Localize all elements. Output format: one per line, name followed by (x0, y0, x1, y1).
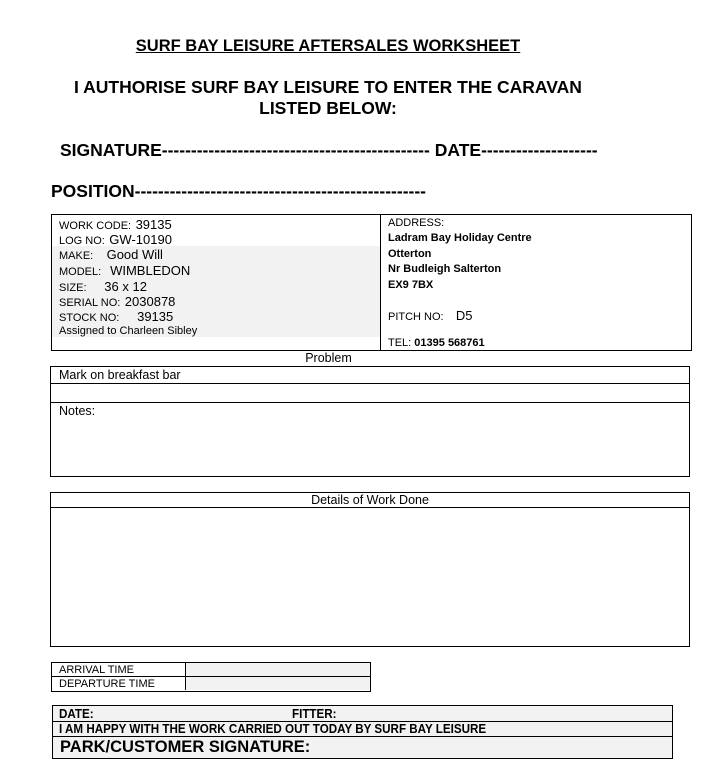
customer-signature-label: PARK/CUSTOMER SIGNATURE: (60, 738, 311, 756)
address-line-2: Otterton (388, 248, 432, 260)
position-dashes: -------------------------------------------------- (134, 181, 427, 201)
departure-time-field[interactable] (186, 677, 370, 690)
notes-field[interactable] (51, 403, 689, 476)
work-done-heading: Details of Work Done (51, 493, 689, 508)
assigned-to: Assigned to Charleen Sibley (59, 325, 198, 337)
stock-no-label: STOCK NO: (59, 312, 120, 324)
tel-value: 01395 568761 (414, 337, 485, 349)
problem-description-field[interactable] (51, 367, 689, 384)
signature-line[interactable] (60, 140, 598, 161)
make-value: Good Will (106, 247, 163, 262)
problem-box (50, 366, 690, 477)
date-dashes: -------------------- (481, 140, 598, 160)
address-label: ADDRESS: (388, 217, 445, 229)
serial-no-value: 2030878 (124, 294, 176, 309)
make-label: MAKE: (59, 250, 94, 262)
departure-time-label: DEPARTURE TIME (52, 677, 186, 690)
position-label: POSITION (51, 181, 135, 201)
log-no-value: GW-10190 (109, 232, 172, 247)
log-no-label: LOG NO: (59, 235, 105, 247)
serial-no-label: SERIAL NO: (59, 297, 121, 309)
authorisation-line-2: LISTED BELOW: (259, 98, 397, 118)
work-done-field[interactable] (51, 508, 689, 646)
notes-label: Notes: (59, 404, 96, 418)
fitter-label: FITTER: (292, 707, 337, 721)
departure-time-row (52, 677, 370, 690)
arrival-time-row (52, 663, 370, 677)
pitch-label: PITCH NO: (388, 311, 444, 323)
signature-label: SIGNATURE (60, 140, 162, 160)
work-code-value: 39135 (135, 217, 172, 232)
caravan-info-box (51, 214, 692, 351)
pitch-value: D5 (455, 308, 473, 323)
model-label: MODEL: (59, 266, 102, 278)
size-label: SIZE: (59, 282, 87, 294)
authorisation-statement (0, 77, 656, 119)
site-address (381, 215, 691, 350)
work-done-box (50, 492, 690, 647)
signoff-box (52, 705, 673, 759)
date-fitter-row[interactable] (53, 706, 672, 722)
arrival-time-label: ARRIVAL TIME (52, 663, 186, 676)
date-label: DATE (434, 140, 482, 160)
pitch-row (388, 308, 472, 323)
signature-dashes: ---------------------------------------------- (161, 140, 430, 160)
stock-no-value: 39135 (137, 309, 174, 324)
times-table (51, 662, 371, 692)
work-code-label: WORK CODE: (59, 220, 132, 232)
arrival-time-field[interactable] (186, 663, 370, 676)
caravan-details (52, 215, 381, 350)
address-line-1: Ladram Bay Holiday Centre (388, 232, 532, 244)
authorisation-line-1: I AUTHORISE SURF BAY LEISURE TO ENTER THE CARAVAN (74, 77, 582, 97)
tel-label: TEL: (388, 337, 412, 349)
signoff-date-label: DATE: (59, 707, 94, 721)
model-value: WIMBLEDON (110, 263, 191, 278)
satisfaction-statement: I AM HAPPY WITH THE WORK CARRIED OUT TODAY BY SURF BAY LEISURE (59, 722, 487, 736)
address-postcode: EX9 7BX (388, 279, 434, 291)
address-line-3: Nr Budleigh Salterton (388, 263, 502, 275)
size-value: 36 x 12 (104, 279, 147, 294)
problem-second-line-field[interactable] (51, 384, 689, 403)
satisfaction-statement-row (53, 722, 672, 737)
position-line[interactable] (51, 181, 426, 202)
problem-description: Mark on breakfast bar (59, 368, 181, 382)
customer-signature-row[interactable] (53, 737, 672, 758)
tel-row (388, 337, 485, 349)
problem-heading: Problem (305, 351, 352, 365)
worksheet-title: SURF BAY LEISURE AFTERSALES WORKSHEET (135, 37, 521, 55)
stock-no-row (59, 308, 173, 326)
